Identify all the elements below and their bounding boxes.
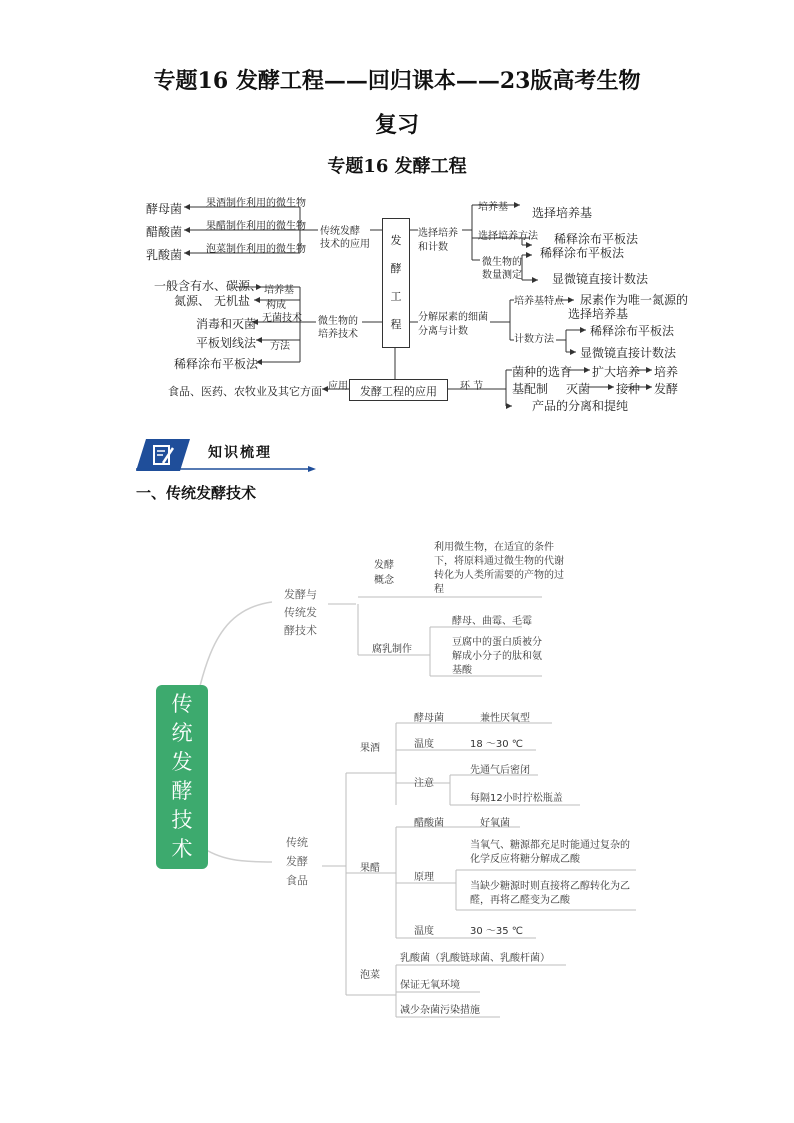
method-dilution: 稀释涂布平板法: [174, 357, 259, 371]
link-label: 环 节: [460, 381, 484, 392]
page-title-line2: 复习: [374, 112, 419, 138]
organism-yeast: 酵母菌: [146, 202, 183, 216]
culture-tech-line1: 微生物的: [318, 316, 358, 327]
count-method: 计数方法: [514, 334, 554, 345]
medium-items-line2: 氮源、: [174, 294, 211, 308]
fields-label: 食品、医药、农牧业及其它方面: [168, 385, 322, 398]
concept-label-line1: 发酵: [374, 560, 394, 571]
sufu-text: 豆腐中的蛋白质被分解成小分子的肽和氨基酸: [452, 637, 542, 676]
wine-temp: 18 ～30 ℃: [470, 739, 524, 750]
constitute-label: 构成: [266, 300, 286, 311]
dilution-2: 稀释涂布平板法: [540, 246, 625, 260]
pickle-item-1: 乳酸菌（乳酸链球菌、乳酸杆菌）: [400, 953, 550, 964]
branch2-label-line2: 发酵: [286, 855, 308, 868]
use-wine: 果酒制作利用的微生物: [206, 198, 306, 209]
application-label: 发酵工程的应用: [360, 385, 437, 398]
aseptic-label: 无菌技术: [262, 313, 302, 324]
center-char-2: 酵: [390, 262, 402, 275]
vinegar-temp-label: 温度: [414, 926, 434, 937]
trad-app-line2: 技术的应用: [320, 239, 370, 250]
banner-underline: [136, 466, 316, 472]
pickle-item-3: 减少杂菌污染措施: [400, 1005, 480, 1016]
step-2: 扩大培养: [592, 365, 641, 379]
vinegar-label: 果醋: [360, 863, 380, 874]
vinegar-temp: 30 ～35 ℃: [470, 926, 524, 937]
root-char-2: 统: [171, 721, 193, 745]
mindmap-root-node: [156, 685, 208, 869]
step-4: 基配制: [512, 382, 549, 396]
root-char-6: 术: [171, 837, 193, 861]
pickle-item-2: 保证无氧环境: [400, 980, 460, 991]
step-6: 接种: [616, 382, 641, 396]
method-streak: 平板划线法: [196, 336, 257, 350]
vinegar-microbe: 醋酸菌: [414, 818, 444, 829]
organism-lactic: 乳酸菌: [146, 248, 183, 262]
root-char-1: 传: [171, 692, 193, 716]
wine-note-label: 注意: [414, 778, 434, 789]
branch2-label-line3: 食品: [286, 874, 308, 887]
root-char-5: 技: [171, 808, 193, 832]
branch2-label-line1: 传统: [286, 836, 308, 849]
banner-title: 知识梳理: [208, 445, 272, 461]
urea-line2: 分离与计数: [418, 326, 468, 337]
sufu-microbes: 酵母、曲霉、毛霉: [452, 616, 532, 627]
step-5: 灭菌: [566, 382, 591, 396]
medium-label: 培养基: [264, 285, 294, 296]
select-count-line1: 选择培养: [418, 228, 458, 239]
step-1: 菌种的选育: [512, 365, 573, 379]
wine-note-1: 先通气后密闭: [470, 765, 530, 776]
culture-tech-line2: 培养技术: [318, 329, 358, 340]
use-pickle: 泡菜制作利用的微生物: [206, 244, 306, 255]
select-count-line2: 和计数: [418, 242, 448, 253]
center-char-3: 工: [390, 290, 402, 303]
microscope-2: 显微镜直接计数法: [580, 346, 677, 360]
concept-label-line2: 概念: [374, 575, 394, 586]
culture-method: 选择培养方法: [478, 231, 538, 242]
vinegar-principle-1: 当氧气、糖源都充足时能通过复杂的化学反应将糖分解成乙酸: [470, 840, 630, 865]
medium-items-line1: 一般含有水、碳源、: [154, 279, 263, 293]
branch1-label-line1: 发酵与: [284, 588, 317, 601]
urea-line1: 分解尿素的细菌: [418, 312, 488, 323]
medium-items-line3: 无机盐: [214, 294, 251, 308]
concept-text: 利用微生物，在适宜的条件下，将原料通过微生物的代谢转化为人类所需要的产物的过程: [434, 542, 564, 595]
page-title-line1: 专题16 发酵工程——回归课本——23版高考生物: [153, 68, 641, 94]
urea-medium-line2: 选择培养基: [568, 307, 629, 321]
step-3: 培养: [654, 365, 679, 379]
center-char-4: 程: [390, 318, 402, 331]
medium-feature: 培养基特点: [514, 296, 564, 307]
wine-microbe: 酵母菌: [414, 713, 444, 724]
dilution-3: 稀释涂布平板法: [590, 324, 675, 338]
root-char-4: 酵: [171, 779, 193, 803]
page-subtitle: 专题16 发酵工程: [327, 156, 467, 177]
wine-label: 果酒: [360, 743, 380, 754]
fermentation-engineering-box: [382, 218, 410, 348]
wine-temp-label: 温度: [414, 739, 434, 750]
apply-label: 应用: [328, 381, 348, 392]
trad-app-line1: 传统发酵: [320, 226, 360, 237]
step-7: 发酵: [654, 382, 679, 396]
microscope-1: 显微镜直接计数法: [552, 272, 649, 286]
center-char-1: 发: [390, 234, 402, 247]
vinegar-principle-label: 原理: [414, 872, 434, 883]
medium-right: 培养基: [478, 202, 508, 213]
application-box: [349, 379, 448, 401]
select-medium: 选择培养基: [532, 206, 593, 220]
wine-microbe-type: 兼性厌氧型: [480, 713, 530, 724]
method-label: 方法: [270, 341, 290, 352]
organism-acetic: 醋酸菌: [146, 225, 183, 239]
use-vinegar: 果醋制作利用的微生物: [206, 221, 306, 232]
dilution-1: 稀释涂布平板法: [554, 232, 639, 246]
vinegar-microbe-type: 好氧菌: [480, 818, 510, 829]
count-label-line1: 微生物的: [482, 257, 522, 268]
sufu-label: 腐乳制作: [372, 644, 412, 655]
branch1-label-line3: 酵技术: [284, 624, 317, 637]
sterilize-label: 消毒和灭菌: [196, 317, 257, 331]
wine-note-2: 每隔12小时拧松瓶盖: [470, 793, 563, 804]
vinegar-principle-2: 当缺少糖源时则直接将乙醇转化为乙醛，再将乙醛变为乙酸: [470, 881, 630, 906]
step-8: 产品的分离和提纯: [532, 399, 629, 413]
urea-medium-line1: 尿素作为唯一氮源的: [580, 293, 689, 307]
count-label-line2: 数量测定: [482, 270, 522, 281]
mindmap-lines: [0, 500, 794, 1040]
root-char-3: 发: [171, 750, 193, 774]
branch1-label-line2: 传统发: [284, 606, 317, 619]
pickle-label: 泡菜: [360, 970, 380, 981]
section-heading: 一、传统发酵技术: [136, 484, 257, 502]
